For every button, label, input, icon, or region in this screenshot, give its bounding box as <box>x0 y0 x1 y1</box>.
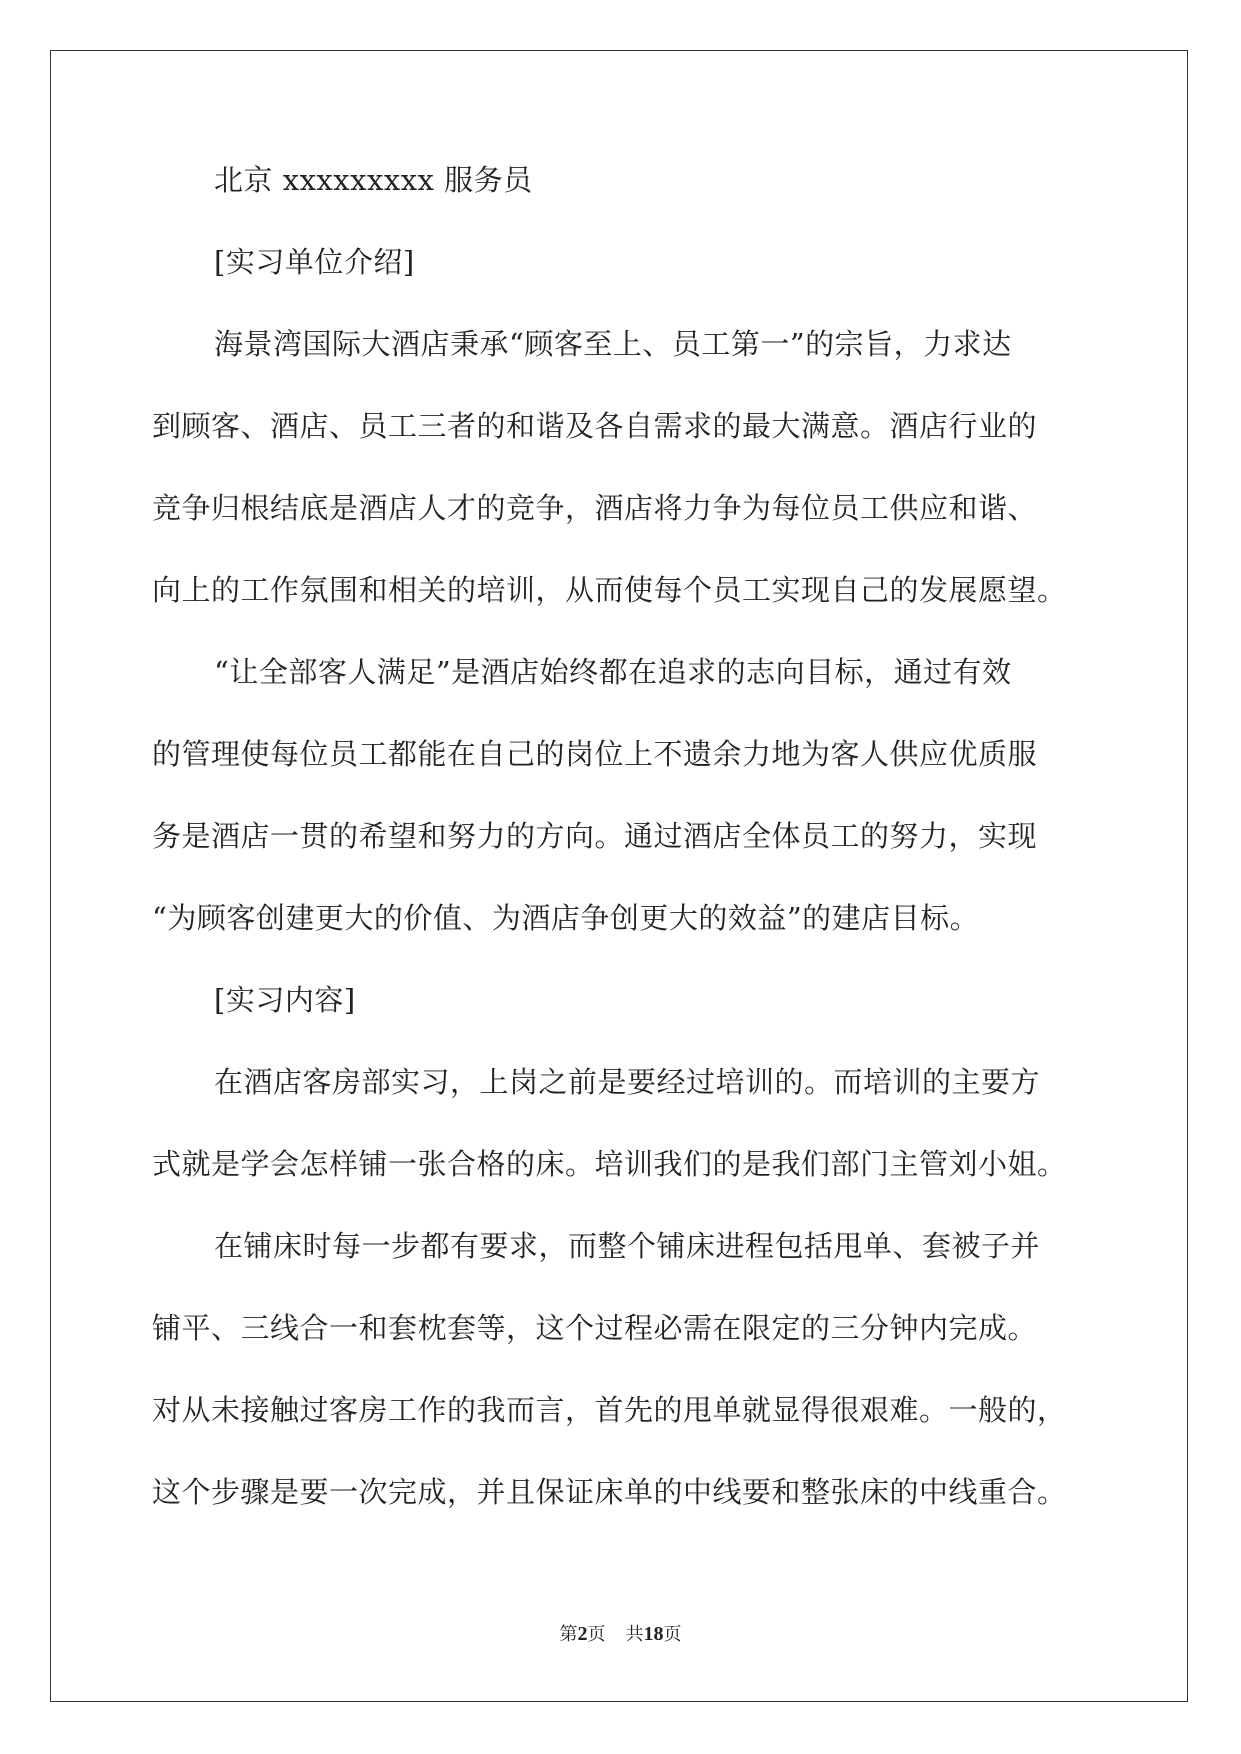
paragraph-line: 竞争归根结底是酒店人才的竞争，酒店将力争为每位员工供应和谐、 <box>152 491 1038 525</box>
paragraph-line: 在酒店客房部实习，上岗之前是要经过培训的。而培训的主要方 <box>214 1065 1041 1099</box>
paragraph-line: 铺平、三线合一和套枕套等，这个过程必需在限定的三分钟内完成。 <box>152 1311 1038 1345</box>
footer-page-suffix: 页 <box>587 1624 606 1645</box>
paragraph-line: “为顾客创建更大的价值、为酒店争创更大的效益”的建店目标。 <box>152 901 980 935</box>
paragraph-line: “让全部客人满足”是酒店始终都在追求的志向目标，通过有效 <box>214 655 1012 689</box>
section-heading-unit-intro: [实习单位介绍] <box>214 245 415 279</box>
paragraph-line: 向上的工作氛围和相关的培训，从而使每个员工实现自己的发展愿望。 <box>152 573 1067 607</box>
total-page-count: 18 <box>643 1623 664 1645</box>
paragraph-line: 对从未接触过客房工作的我而言，首先的甩单就显得很艰难。一般的， <box>152 1393 1067 1427</box>
paragraph-line: 在铺床时每一步都有要求，而整个铺床进程包括甩单、套被子并 <box>214 1229 1041 1263</box>
current-page-number: 2 <box>577 1623 588 1645</box>
paragraph-line: 到顾客、酒店、员工三者的和谐及各自需求的最大满意。酒店行业的 <box>152 409 1038 443</box>
document-body <box>152 160 1092 1554</box>
page-footer <box>0 1620 1241 1646</box>
paragraph-line: 这个步骤是要一次完成，并且保证床单的中线要和整张床的中线重合。 <box>152 1475 1067 1509</box>
footer-total-suffix: 页 <box>663 1624 682 1645</box>
paragraph-line: 务是酒店一贯的希望和努力的方向。通过酒店全体员工的努力，实现 <box>152 819 1038 853</box>
paragraph-line: 式就是学会怎样铺一张合格的床。培训我们的是我们部门主管刘小姐。 <box>152 1147 1067 1181</box>
paragraph-line: 海景湾国际大酒店秉承“顾客至上、员工第一”的宗旨，力求达 <box>214 327 1012 361</box>
author-line: 北京 xxxxxxxxx 服务员 <box>214 163 533 197</box>
footer-prefix: 第 <box>559 1624 578 1645</box>
paragraph-line: 的管理使每位员工都能在自己的岗位上不遗余力地为客人供应优质服 <box>152 737 1038 771</box>
footer-total-prefix: 共 <box>625 1624 644 1645</box>
section-heading-content: [实习内容] <box>214 983 356 1017</box>
